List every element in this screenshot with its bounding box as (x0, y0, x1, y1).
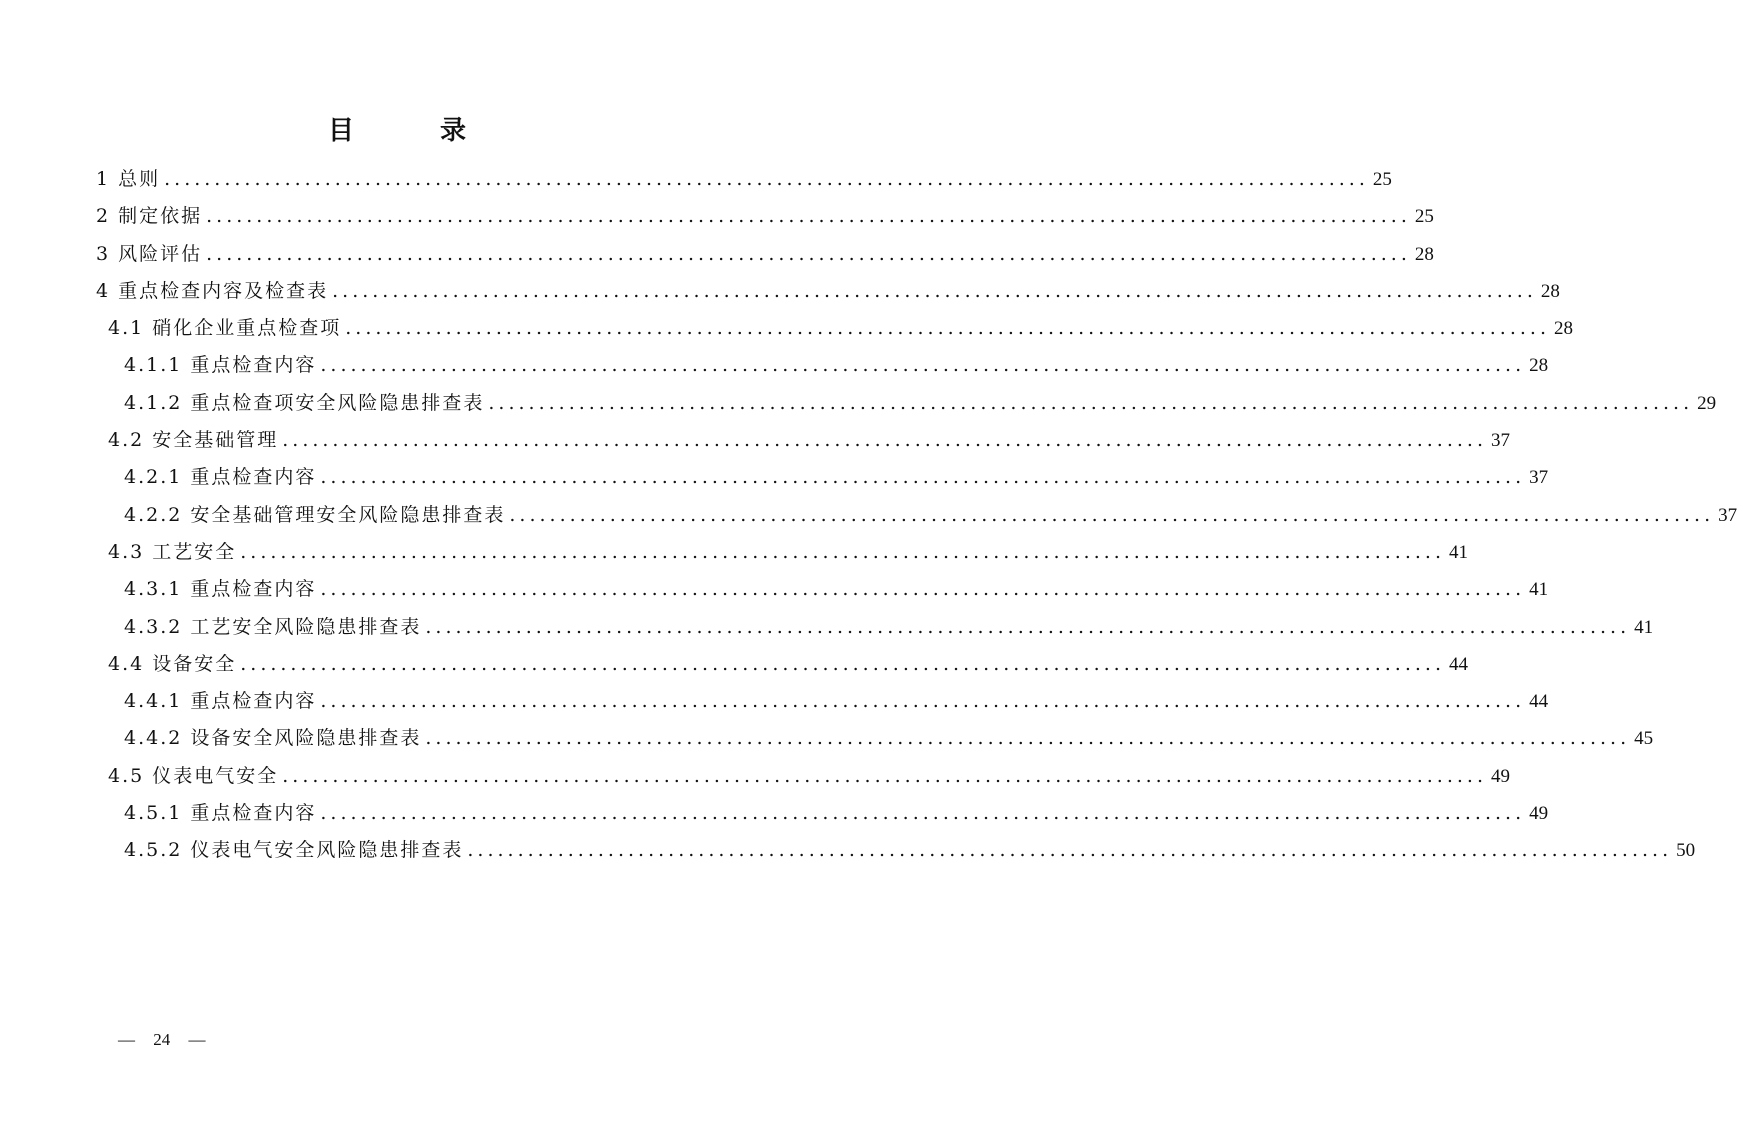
toc-entry-label: 设备安全风险隐患排查表 (190, 727, 422, 750)
toc-entry[interactable] (96, 609, 1654, 646)
toc-leader-dots: ........................................................................................................................ (345, 317, 1550, 340)
toc-leader-dots: ........................................................................................................................ (320, 354, 1526, 377)
toc-entry[interactable] (96, 832, 1696, 869)
toc-entry-label: 工艺安全风险隐患排查表 (190, 615, 422, 638)
toc-entry[interactable] (96, 571, 1549, 608)
toc-entry-page: 41 (1448, 541, 1468, 563)
toc-entry-page: 49 (1529, 803, 1549, 825)
toc-entry-number: 4.5.1 (124, 802, 183, 825)
toc-entry-page: 50 (1676, 840, 1696, 862)
toc-entry[interactable] (96, 646, 1468, 683)
toc-entry-number: 4.5.2 (124, 839, 183, 862)
toc-entry-number: 4.1.2 (124, 391, 183, 414)
toc-leader-dots: ........................................................................................................................ (332, 279, 1537, 302)
toc-entry-label: 重点检查内容 (190, 466, 317, 489)
footer-page-number: 24 (153, 1030, 171, 1049)
toc-entry[interactable] (96, 534, 1468, 571)
toc-entry-number: 4.2.1 (124, 466, 183, 489)
footer-dash-left: — (118, 1030, 135, 1049)
toc-entry-page: 28 (1529, 355, 1549, 377)
toc-entry-label: 风险评估 (118, 242, 203, 265)
toc-entry-label: 设备安全 (152, 652, 237, 675)
toc-entry[interactable] (96, 198, 1434, 235)
toc-entry[interactable] (96, 758, 1510, 795)
toc-entry-label: 重点检查内容及检查表 (118, 279, 329, 302)
toc-entry-page: 37 (1490, 430, 1510, 452)
toc-entry-number: 4.3.1 (124, 578, 183, 601)
toc-entry-number: 3 (96, 242, 111, 265)
toc-leader-dots: ........................................................................................................................ (164, 168, 1369, 190)
toc-entry-page: 28 (1553, 318, 1573, 340)
toc-entry[interactable] (96, 385, 1717, 422)
toc-leader-dots: ........................................................................................................................ (320, 802, 1526, 825)
toc-entry-number: 4.4 (108, 652, 145, 675)
toc-leader-dots: ........................................................................................................................ (320, 690, 1526, 713)
toc-entry-page: 45 (1634, 728, 1654, 750)
toc-leader-dots: ........................................................................................................................ (206, 205, 1411, 228)
page-footer (118, 1030, 220, 1050)
toc-entry[interactable] (96, 497, 1737, 534)
footer-dash-right: — (188, 1030, 206, 1049)
toc-entry-number: 1 (96, 168, 111, 190)
toc-entry-number: 4.4.2 (124, 727, 183, 750)
toc-entry-page: 28 (1414, 243, 1434, 265)
toc-leader-dots: ........................................................................................................................ (320, 466, 1526, 489)
toc-entry-page: 49 (1490, 765, 1510, 787)
toc-entry[interactable] (96, 795, 1549, 832)
toc-leader-dots: ........................................................................................................................ (240, 540, 1445, 563)
toc-entry-number: 4.1 (108, 317, 145, 340)
toc-title: 目 录 (327, 116, 496, 146)
toc-entry-page: 44 (1448, 653, 1468, 675)
toc-entry[interactable] (96, 310, 1573, 347)
toc-entry-page: 37 (1529, 467, 1549, 489)
toc-entry-label: 制定依据 (118, 205, 203, 228)
toc-entry-page: 44 (1529, 691, 1549, 713)
toc-entry-number: 4.1.1 (124, 354, 183, 377)
toc-entry-page: 41 (1529, 579, 1549, 601)
toc-entry-label: 总则 (118, 168, 161, 190)
toc-entry-label: 重点检查内容 (190, 354, 317, 377)
toc-leader-dots: ........................................................................................................................ (425, 727, 1631, 750)
toc-entry-label: 安全基础管理安全风险隐患排查表 (190, 503, 506, 526)
toc-entry[interactable] (96, 720, 1654, 757)
toc-entry-label: 仪表电气安全风险隐患排查表 (190, 839, 464, 862)
toc-leader-dots: ........................................................................................................................ (206, 242, 1411, 265)
toc-entry-number: 4.3.2 (124, 615, 183, 638)
toc-leader-dots: ........................................................................................................................ (282, 429, 1487, 452)
toc-entry-page: 25 (1372, 169, 1392, 190)
toc-entry-page: 25 (1414, 206, 1434, 228)
toc-entry[interactable] (96, 683, 1549, 720)
table-of-contents (96, 161, 1737, 870)
toc-entry-number: 4.2.2 (124, 503, 183, 526)
toc-leader-dots: ........................................................................................................................ (425, 615, 1631, 638)
toc-entry[interactable] (96, 422, 1510, 459)
toc-entry-number: 2 (96, 205, 111, 228)
toc-leader-dots: ........................................................................................................................ (282, 764, 1487, 787)
toc-entry[interactable] (96, 236, 1434, 273)
toc-entry-number: 4.4.1 (124, 690, 183, 713)
toc-entry-page: 28 (1540, 280, 1560, 302)
toc-entry[interactable] (96, 161, 1392, 198)
toc-entry-label: 仪表电气安全 (152, 764, 279, 787)
toc-entry-label: 重点检查内容 (190, 578, 317, 601)
toc-entry-label: 重点检查内容 (190, 690, 317, 713)
toc-entry-label: 重点检查项安全风险隐患排查表 (190, 391, 485, 414)
toc-entry-number: 4.2 (108, 429, 145, 452)
toc-entry-number: 4 (96, 279, 111, 302)
toc-entry-label: 工艺安全 (152, 540, 237, 563)
toc-entry-page: 29 (1697, 392, 1717, 414)
toc-entry[interactable] (96, 459, 1549, 496)
toc-entry-label: 安全基础管理 (152, 429, 279, 452)
toc-leader-dots: ........................................................................................................................ (467, 839, 1673, 862)
toc-leader-dots: ........................................................................................................................ (488, 391, 1694, 414)
toc-entry-label: 重点检查内容 (190, 802, 317, 825)
toc-leader-dots: ........................................................................................................................ (509, 503, 1715, 526)
toc-entry-page: 41 (1634, 616, 1654, 638)
toc-leader-dots: ........................................................................................................................ (320, 578, 1526, 601)
toc-entry-label: 硝化企业重点检查项 (152, 317, 342, 340)
toc-entry-number: 4.5 (108, 764, 145, 787)
toc-entry-page: 37 (1718, 504, 1737, 526)
toc-entry-number: 4.3 (108, 540, 145, 563)
toc-entry[interactable] (96, 273, 1560, 310)
toc-leader-dots: ........................................................................................................................ (240, 652, 1445, 675)
toc-entry[interactable] (96, 347, 1549, 384)
